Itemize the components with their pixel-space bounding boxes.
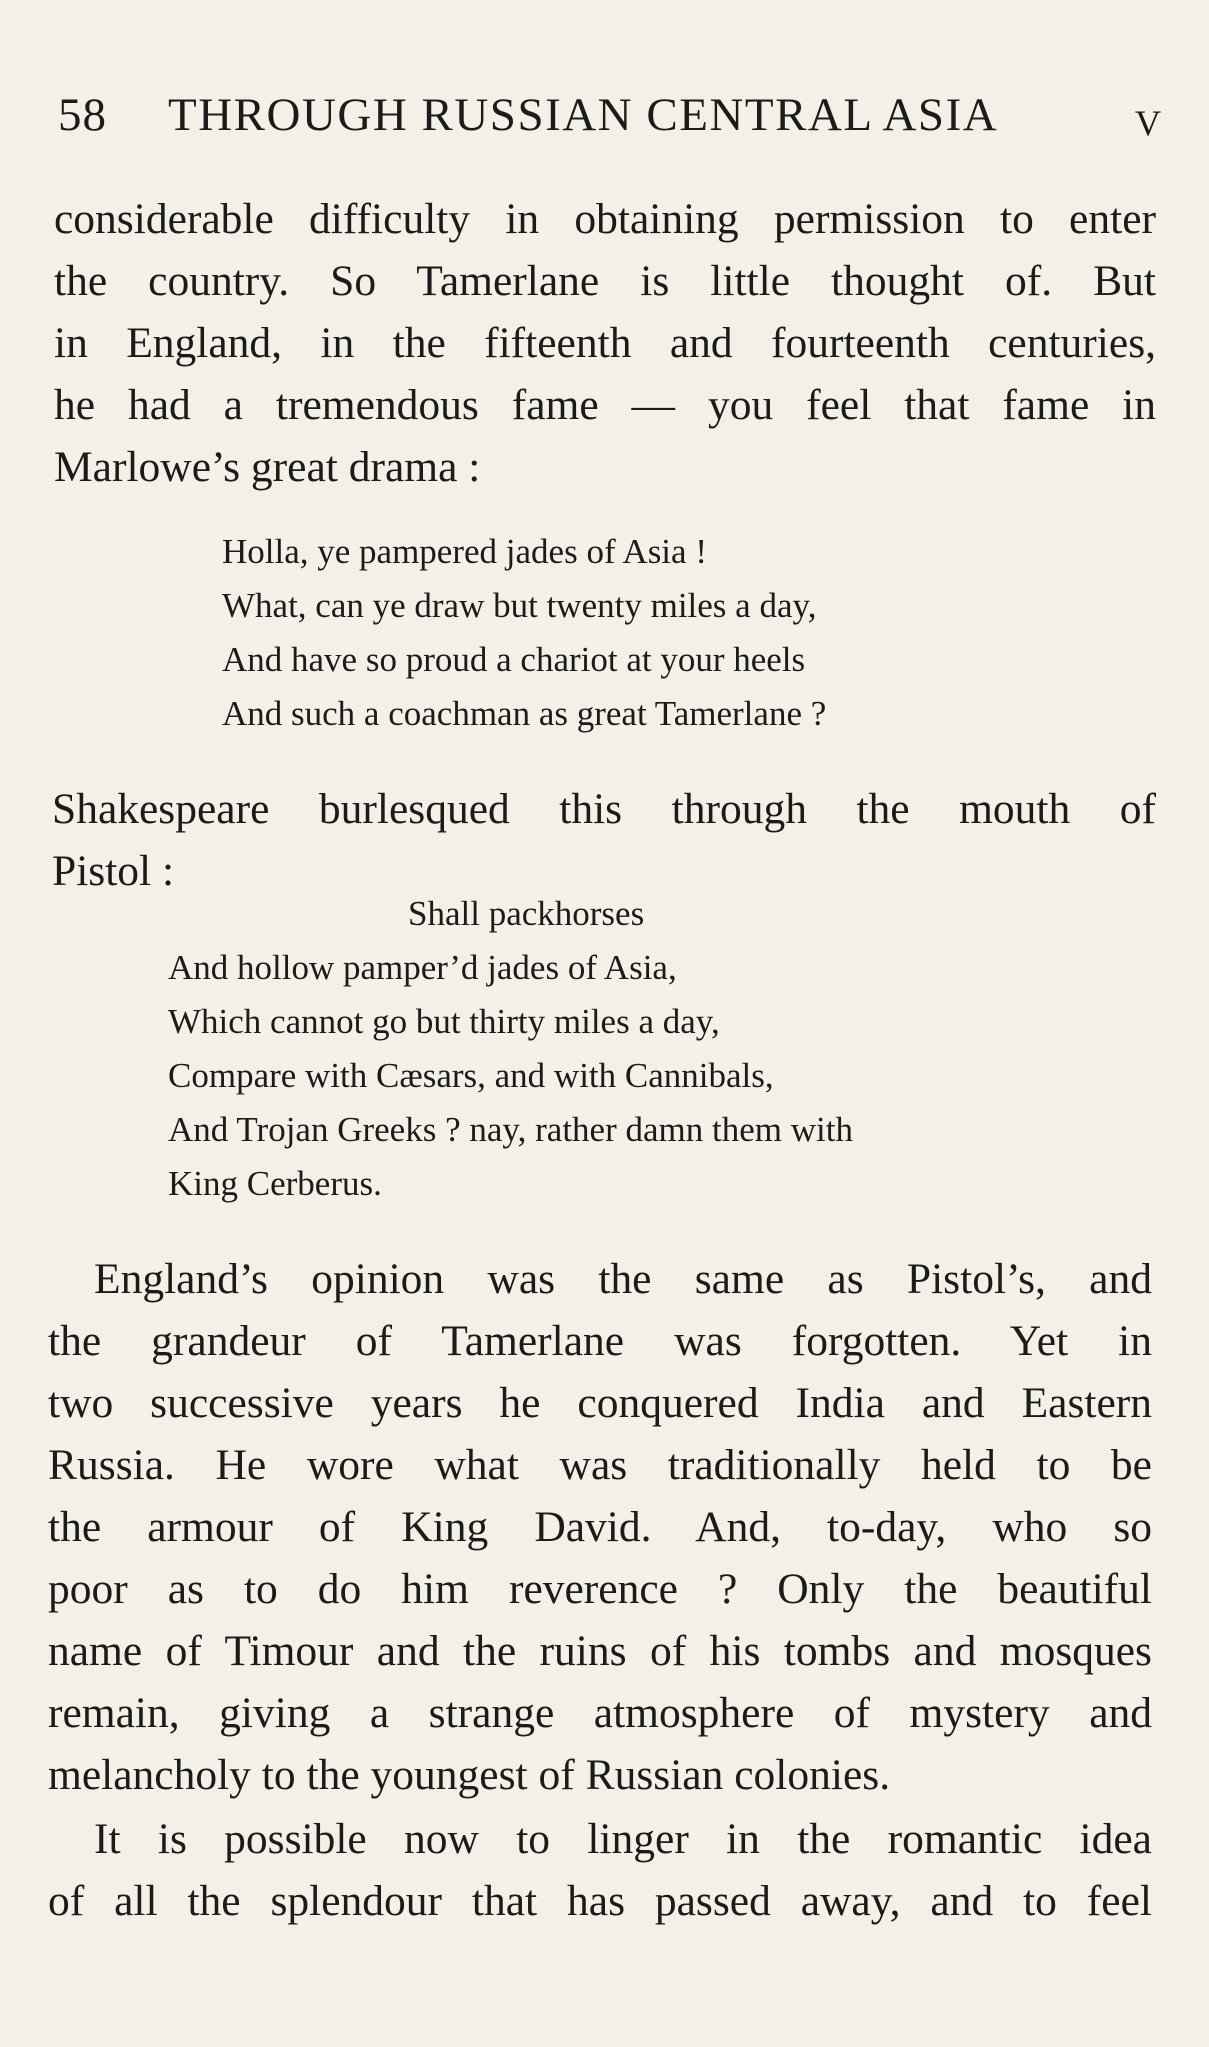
text-line: England’s opinion was the same as Pistol’s, and	[94, 1255, 1152, 1303]
verse-line: Holla, ye pampered jades of Asia !	[222, 532, 707, 571]
running-head	[58, 88, 1162, 148]
page-number: 58	[58, 89, 107, 141]
text-line: remain, giving a strange atmosphere of mystery and	[48, 1689, 1152, 1737]
verse-line: And hollow pamper’d jades of Asia,	[168, 948, 677, 987]
paragraph-3	[48, 1248, 1152, 1806]
verse-line: What, can ye draw but twenty miles a day,	[222, 586, 817, 625]
text-line: two successive years he conquered India and Eastern	[48, 1379, 1152, 1427]
text-line: of all the splendour that has passed away, and to feel	[48, 1877, 1152, 1925]
paragraph-2	[52, 778, 1156, 902]
verse-quotation-shakespeare	[168, 887, 853, 1211]
text-line: name of Timour and the ruins of his tombs and mosques	[48, 1627, 1152, 1675]
verse-line: And such a coachman as great Tamerlane ?	[222, 694, 827, 733]
text-line: the armour of King David. And, to-day, who so	[48, 1503, 1152, 1551]
text-line: the country. So Tamerlane is little thought of. But	[54, 257, 1156, 305]
text-line: Shakespeare burlesqued this through the mouth of	[52, 785, 1156, 833]
text-line: considerable difficulty in obtaining permission to enter	[54, 195, 1156, 243]
chapter-number: V	[1135, 103, 1162, 143]
verse-quotation-marlowe	[222, 525, 826, 741]
text-line: Marlowe’s great drama :	[54, 443, 481, 491]
text-line: melancholy to the youngest of Russian colonies.	[48, 1751, 891, 1799]
text-line: in England, in the fifteenth and fourteenth centuries,	[54, 319, 1156, 367]
text-line: Pistol :	[52, 847, 175, 895]
verse-line: And have so proud a chariot at your heels	[222, 640, 806, 679]
running-title: THROUGH RUSSIAN CENTRAL ASIA	[168, 89, 999, 141]
text-line: poor as to do him reverence ? Only the beautiful	[48, 1565, 1152, 1613]
verse-line: Shall packhorses	[408, 894, 645, 933]
text-line: It is possible now to linger in the romantic idea	[94, 1815, 1152, 1863]
text-line: he had a tremendous fame — you feel that fame in	[54, 381, 1156, 429]
text-line: Russia. He wore what was traditionally held to be	[48, 1441, 1152, 1489]
paragraph-1	[54, 188, 1156, 498]
paragraph-4	[48, 1808, 1152, 1932]
verse-line: King Cerberus.	[168, 1164, 382, 1203]
verse-line: Which cannot go but thirty miles a day,	[168, 1002, 720, 1041]
verse-line: And Trojan Greeks ? nay, rather damn them with	[168, 1110, 853, 1149]
verse-line: Compare with Cæsars, and with Cannibals,	[168, 1056, 774, 1095]
text-line: the grandeur of Tamerlane was forgotten. Yet in	[48, 1317, 1152, 1365]
